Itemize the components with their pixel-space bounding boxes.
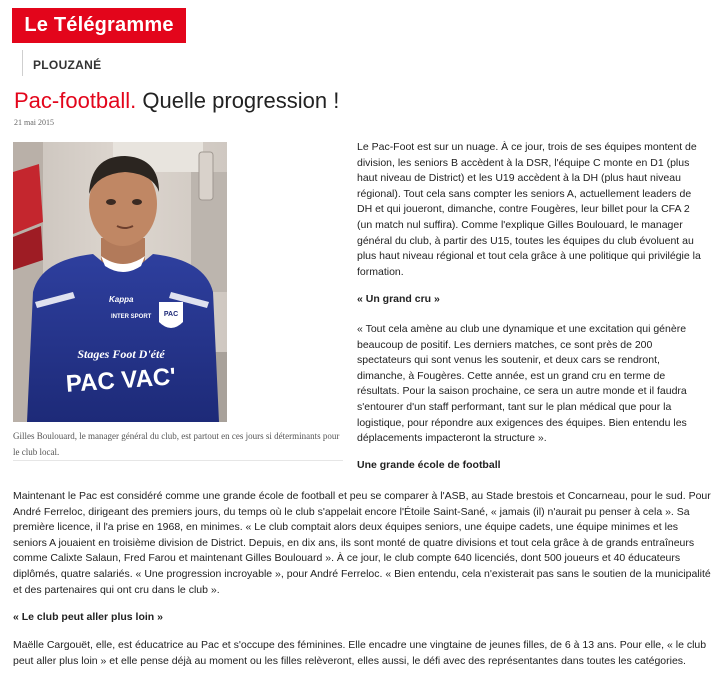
- paragraph-plus-loin: Maëlle Cargouët, elle, est éducatrice au Pac et s'occupe des féminines. Elle encadre une vingtaine de jeunes filles, de 6 à 13 ans. Pour elle, « le club peut aller plus loin » et elle pense déjà au moment ou les filles relèveront, elles aussi, le défi avec des représentantes dans toutes les catégories.: [13, 639, 707, 667]
- headline-kicker: Pac-football.: [14, 88, 137, 113]
- paragraph-intro: Le Pac-Foot est sur un nuage. À ce jour, trois de ses équipes montent de division, les seniors B accèdent à la DSR, l'équipe C monte en D1 (plus haut niveau de District) et les U19 accèdent à la DH (plus haut niveau régional). Tout cela sans compter les seniors A, actuellement leaders de DH et qui joueront, dimanche, contre Fougères, leur billet pour la CFA 2 (un match nul suffira). Comme l'explique Gilles Boulouard, le manager général du club, à partir des U15, toutes les équipes du club évoluent au plus haut niveau régional et tout cela grâce à une politique qui privilégie la formation.: [357, 141, 701, 278]
- paragraph-grand-cru: « Tout cela amène au club une dynamique et une excitation qui génère beaucoup de positif. Les derniers matches, ce sont près de 200 spectateurs qui sont venus les soutenir, et deux cars se rendront, dimanche, à Fougères. Cette année, est un grand cru en terme de résultats. Pour la saison prochaine, ce sera un autre monde et il faudra s'entourer d'un staff performant, tant sur le plan médical que pour la logistique, pour répondre aux exigences des équipes. Bien entendu les déplacements impacteront la structure ».: [357, 323, 687, 445]
- photo-caption: Gilles Boulouard, le manager général du club, est partout en ces jours si déterminants pour le club local.: [13, 431, 340, 457]
- subheading-grande-ecole: Une grande école de football: [357, 459, 501, 471]
- section-name: PLOUZANÉ: [33, 58, 102, 72]
- shirt-badge-text: PAC: [163, 311, 179, 318]
- subheading-plus-loin: « Le club peut aller plus loin »: [13, 611, 163, 623]
- subheading-grand-cru: « Un grand cru »: [357, 293, 440, 305]
- shirt-brand-kappa: Kappa: [109, 295, 134, 304]
- paragraph-grande-ecole: Maintenant le Pac est considéré comme une grande école de football et peu se comparer à l'ASB, au Stade brestois et Concarneau, pour le sud. Pour André Ferreloc, dirigeant des premiers jours, du temps où le club s'appelait encore l'Étoile Saint-Sané, « jamais (il) n'aurait pu penser à cela ». Sa première licence, il l'a prise en 1968, en minimes. « Le club comptait alors deux équipes seniors, une équipe cadets, une équipe minimes et les seniors A jouaient en troisième division de District. Depuis, en dix ans, ils sont monté de quatre divisions et tout cela grâce à de grands entraîneurs comme Calixte Salaun, Fred Farou et maintenant Gilles Boulouard ». À ce jour, le club compte 640 licenciés, dont 500 joueurs et 40 éducateurs diplômés, quatre salariés. « Une progression incroyable », pour André Ferreloc. « Bien entendu, cela n'existerait pas sans le soutien de la municipalité et des partenaires qui ont cru dans le club ».: [13, 490, 711, 596]
- article-photo[interactable]: [13, 142, 227, 422]
- article-headline: [14, 86, 339, 116]
- photo-illustration: [13, 142, 227, 422]
- section-label[interactable]: [22, 50, 101, 76]
- shirt-print-line2: PAC VAC': [65, 363, 177, 398]
- shirt-print-line1: Stages Foot D'été: [77, 347, 165, 361]
- site-logo[interactable]: Le Télégramme: [12, 8, 186, 43]
- shirt-brand-intersport: INTER SPORT: [111, 314, 152, 320]
- article-date: 21 mai 2015: [14, 118, 54, 127]
- headline-title: Quelle progression !: [142, 88, 340, 113]
- caption-divider: [13, 460, 343, 461]
